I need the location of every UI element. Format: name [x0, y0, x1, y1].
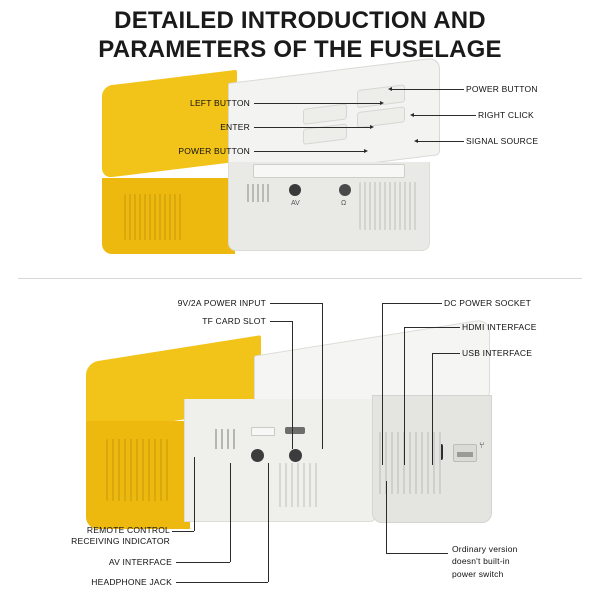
rear-yellow-panel: [86, 421, 190, 529]
av-port-glyph-icon: AV: [291, 200, 300, 207]
label-right-click: RIGHT CLICK: [478, 110, 534, 120]
label-enter: ENTER: [220, 122, 250, 132]
power-input-port[interactable]: [285, 427, 305, 434]
note-line-2: doesn't built-in: [452, 556, 510, 567]
note-line-3: power switch: [452, 568, 504, 579]
tf-card-slot[interactable]: [251, 427, 275, 436]
note-line-1: Ordinary version: [452, 544, 518, 554]
projector-front-face: [102, 162, 432, 254]
leader-av-interface: [176, 562, 230, 563]
usb-interface[interactable]: [453, 444, 477, 462]
label-headphone-jack: HEADPHONE JACK: [91, 577, 172, 587]
arrow-right-click: [410, 113, 414, 117]
arrow-enter: [370, 125, 374, 129]
label-power-input: 9V/2A POWER INPUT: [177, 298, 266, 308]
leader-note-v: [386, 481, 387, 553]
label-left-button: LEFT BUTTON: [190, 98, 250, 108]
leader-left-button: [254, 103, 292, 104]
leader-dc-power-socket: [382, 303, 442, 304]
leader-hdmi-interface: [404, 327, 460, 328]
rear-white-panel: [184, 399, 376, 522]
ir-receiver-grille-icon: [215, 429, 237, 449]
label-remote-receiver-line2: RECEIVING INDICATOR: [71, 536, 170, 547]
leader-headphone-jack: [176, 582, 268, 583]
title-line-2: PARAMETERS OF THE FUSELAGE: [98, 36, 502, 64]
label-tf-card-slot: TF CARD SLOT: [202, 316, 266, 326]
leader-left-button-2: [292, 103, 380, 104]
leader-dc-power-socket-v: [382, 303, 383, 465]
leader-power-button-top: [254, 151, 364, 152]
headphone-jack[interactable]: [289, 449, 302, 462]
label-power-button-right: POWER BUTTON: [466, 84, 538, 94]
front-white-panel: [228, 162, 430, 251]
label-dc-power-socket: DC POWER SOCKET: [444, 298, 532, 308]
leader-tf-card-slot-v: [292, 321, 293, 449]
page-title: [0, 6, 600, 65]
leader-av-interface-v: [230, 463, 231, 562]
arrow-power-button-right: [388, 87, 392, 91]
arrow-left-button: [380, 101, 384, 105]
label-power-button-top: POWER BUTTON: [178, 146, 250, 156]
leader-tf-card-slot: [270, 321, 292, 322]
leader-hdmi-interface-v: [404, 327, 405, 465]
top-card-slot[interactable]: [253, 164, 405, 178]
bottom-view-section: [0, 285, 600, 595]
leader-signal-source: [418, 141, 464, 142]
headphone-port-glyph-icon: Ω: [341, 200, 347, 207]
side-vents-top: [359, 182, 417, 230]
power-button-top[interactable]: [357, 84, 405, 108]
leader-usb-interface-v: [432, 353, 433, 465]
arrow-signal-source: [414, 139, 418, 143]
rear-front-face: [86, 399, 486, 529]
section-divider: [18, 278, 582, 279]
arrow-power-button-top: [364, 149, 368, 153]
label-signal-source: SIGNAL SOURCE: [466, 136, 539, 146]
label-hdmi-interface: HDMI INTERFACE: [462, 322, 537, 332]
leader-headphone-jack-v: [268, 463, 269, 582]
leader-note: [386, 553, 448, 554]
title-line-1: DETAILED INTRODUCTION AND: [114, 7, 486, 34]
leader-usb-interface: [432, 353, 460, 354]
leader-power-input-v: [322, 303, 323, 449]
leader-remote-receiver-v: [194, 457, 195, 531]
label-ordinary-version-note: [452, 543, 592, 580]
label-remote-receiver: [48, 525, 170, 547]
right-click-button-top[interactable]: [357, 106, 405, 128]
usb-symbol-icon: ⑂: [479, 440, 485, 450]
rear-lower-vents: [279, 463, 321, 507]
leader-remote-receiver: [172, 531, 194, 532]
av-interface-jack[interactable]: [251, 449, 264, 462]
leader-power-input: [270, 303, 322, 304]
front-yellow-panel: [102, 178, 235, 254]
leader-right-click: [414, 115, 476, 116]
label-av-interface: AV INTERFACE: [108, 557, 172, 567]
speaker-grille-icon: [247, 184, 269, 202]
leader-power-button-right: [392, 89, 464, 90]
enter-button-top[interactable]: [303, 103, 347, 124]
top-view-section: [0, 70, 600, 270]
av-port-top[interactable]: [289, 184, 301, 196]
label-remote-receiver-line1: REMOTE CONTROL: [86, 525, 170, 535]
leader-enter: [254, 127, 370, 128]
projector-rear-illustration: [76, 337, 496, 547]
headphone-port-top[interactable]: [339, 184, 351, 196]
label-usb-interface: USB INTERFACE: [462, 348, 533, 358]
